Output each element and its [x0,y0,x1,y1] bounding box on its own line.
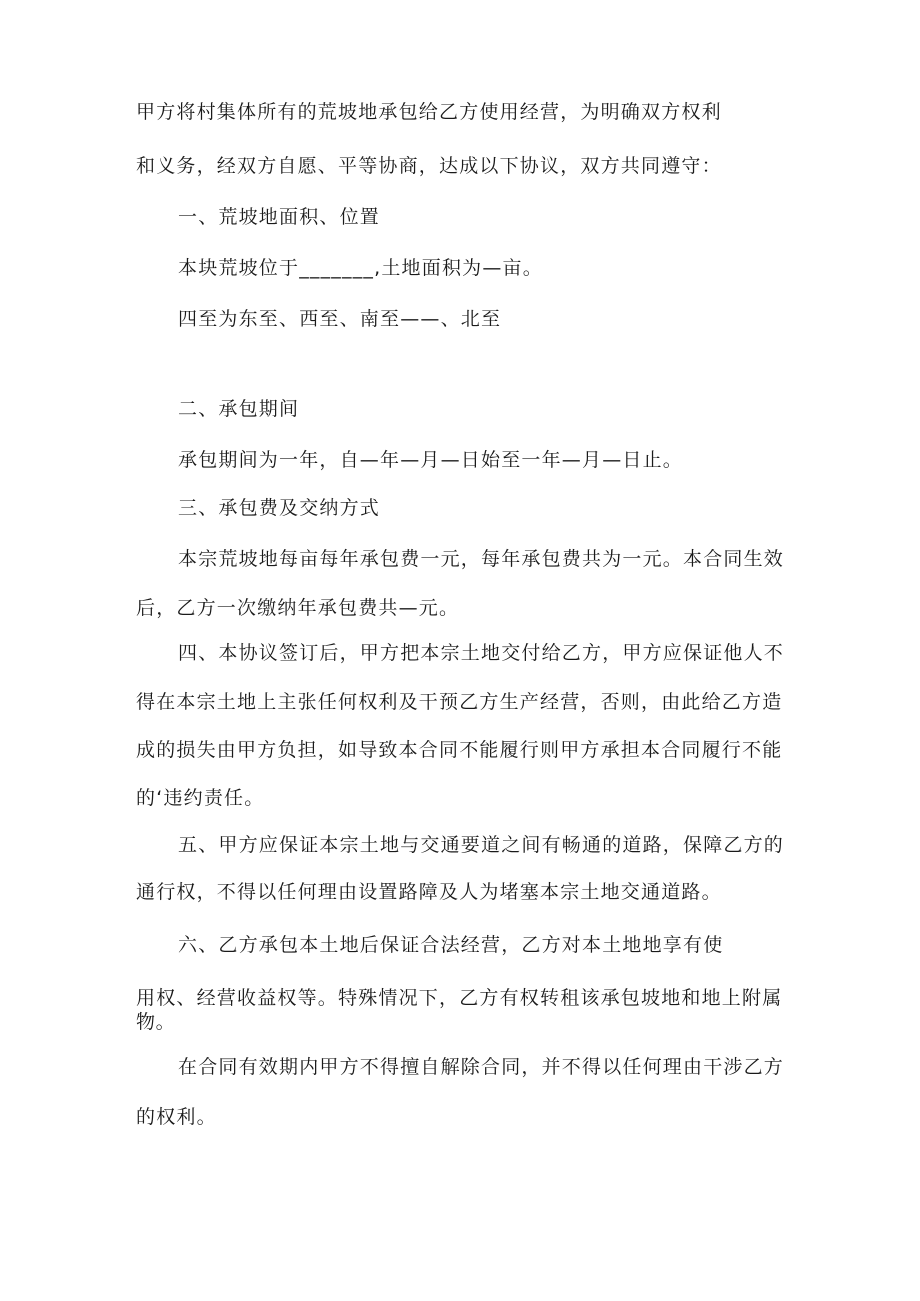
paragraph-line: 四、本协议签订后，甲方把本宗土地交付给乙方，甲方应保证他人不 [178,642,785,664]
paragraph-line: 承包期间为一年，自—年—月—日始至一年—月—日止。 [178,449,684,471]
paragraph-line: 后，乙方一次缴纳年承包费共—元。 [136,597,460,619]
paragraph-line: 用权、经营收益权等。特殊情况下，乙方有权转租该承包坡地和地上附属 [136,987,783,1009]
paragraph-line: 的权利。 [136,1106,217,1128]
paragraph-line: 成的损失由甲方负担，如导致本合同不能履行则甲方承担本合同履行不能 [136,739,783,761]
paragraph-line: 和义务，经双方自愿、平等协商，达成以下协议，双方共同遵守： [136,155,722,177]
section-heading-fee-payment: 三、承包费及交纳方式 [178,497,381,519]
paragraph-line: 本宗荒坡地每亩每年承包费一元，每年承包费共为一元。本合同生效 [178,548,785,570]
paragraph-line: 六、乙方承包本土地后保证合法经营，乙方对本土地地享有使 [178,934,724,956]
paragraph-line: 本块荒坡位于_______,土地面积为—亩。 [178,257,543,279]
section-heading-area-location: 一、荒坡地面积、位置 [178,206,381,228]
paragraph-line: 物。 [136,1011,176,1033]
paragraph-line: 四至为东至、西至、南至——、北至 [178,308,502,330]
paragraph-line: 甲方将村集体所有的荒坡地承包给乙方使用经营，为明确双方权利 [136,101,722,123]
paragraph-line: 的‘违约责任。 [136,787,265,809]
section-heading-contract-period: 二、承包期间 [178,398,300,420]
paragraph-line: 五、甲方应保证本宗土地与交通要道之间有畅通的道路，保障乙方的 [178,834,785,856]
paragraph-line: 通行权，不得以任何理由设置路障及人为堵塞本宗土地交通道路。 [136,881,722,903]
paragraph-line: 得在本宗土地上主张任何权利及干预乙方生产经营，否则，由此给乙方造 [136,691,783,713]
paragraph-line: 在合同有效期内甲方不得擅自解除合同，并不得以任何理由干涉乙方 [178,1056,785,1078]
